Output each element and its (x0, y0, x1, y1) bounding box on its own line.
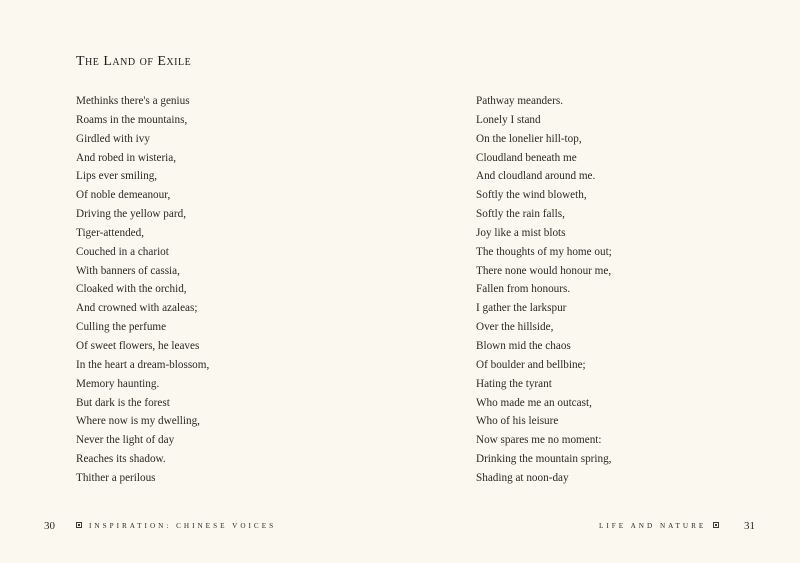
poem-line: Lips ever smiling, (76, 170, 158, 183)
poem-line: I gather the larkspur (476, 302, 567, 315)
poem-line: Softly the wind bloweth, (476, 189, 587, 202)
poem-line: And cloudland around me. (476, 170, 596, 183)
poem-line: Roams in the mountains, (76, 113, 188, 126)
poem-line: On the lonelier hill-top, (476, 132, 582, 145)
poem-line: Cloudland beneath me (476, 151, 577, 164)
poem-line: Who of his leisure (476, 415, 559, 428)
poem-line: There none would honour me, (476, 264, 612, 277)
poem-line: Where now is my dwelling, (76, 415, 200, 428)
poem-line: And crowned with azaleas; (76, 302, 198, 315)
poem-line: Softly the rain falls, (476, 208, 565, 221)
running-head-left-text: INSPIRATION: CHINESE VOICES (89, 522, 277, 530)
poem-line: Over the hillside, (476, 321, 554, 334)
poem-line: Hating the tyrant (476, 377, 552, 390)
poem-line: Reaches its shadow. (76, 453, 166, 466)
poem-line: In the heart a dream-blossom, (76, 358, 210, 371)
poem-line: Couched in a chariot (76, 245, 169, 258)
poem-line: Of boulder and bellbine; (476, 358, 586, 371)
poem-line: Driving the yellow pard, (76, 208, 186, 221)
poem-line: And robed in wisteria, (76, 151, 177, 164)
poem-line: Tiger-attended, (76, 226, 145, 239)
poem-line: Pathway meanders. (476, 95, 563, 107)
poem-line: Methinks there's a genius (76, 95, 190, 107)
poem-line: Cloaked with the orchid, (76, 283, 187, 296)
poem-line: But dark is the forest (76, 396, 170, 409)
poem-line: Shading at noon-day (476, 471, 569, 484)
poem-line: Lonely I stand (476, 113, 541, 126)
poem-line: Culling the perfume (76, 321, 167, 334)
running-head-right-text: LIFE AND NATURE (599, 522, 707, 530)
poem-line: With banners of cassia, (76, 264, 180, 277)
ornament-square-icon (713, 522, 719, 528)
poem-line: Blown mid the chaos (476, 339, 571, 352)
poem-line: Thither a perilous (76, 471, 156, 484)
poem-line: Never the light of day (76, 434, 175, 447)
page-number-left: 30 (44, 520, 55, 532)
poem-title: The Land of Exile (76, 54, 192, 69)
poem-line: Now spares me no moment: (476, 434, 602, 447)
poem-column-left (76, 94, 209, 490)
poem-line: Of noble demeanour, (76, 189, 171, 202)
poem-line: Joy like a mist blots (476, 226, 566, 239)
running-head-left (76, 522, 276, 530)
poem-line: The thoughts of my home out; (476, 245, 612, 258)
poem-column-right (476, 94, 612, 490)
page-number-right: 31 (744, 520, 755, 532)
poem-line: Drinking the mountain spring, (476, 453, 612, 466)
poem-line: Memory haunting. (76, 377, 160, 390)
poem-line: Of sweet flowers, he leaves (76, 339, 200, 352)
poem-line: Who made me an outcast, (476, 396, 592, 409)
poem-line: Girdled with ivy (76, 132, 150, 145)
poem-line: Fallen from honours. (476, 283, 571, 296)
ornament-square-icon (76, 522, 82, 528)
running-head-right (599, 522, 719, 530)
